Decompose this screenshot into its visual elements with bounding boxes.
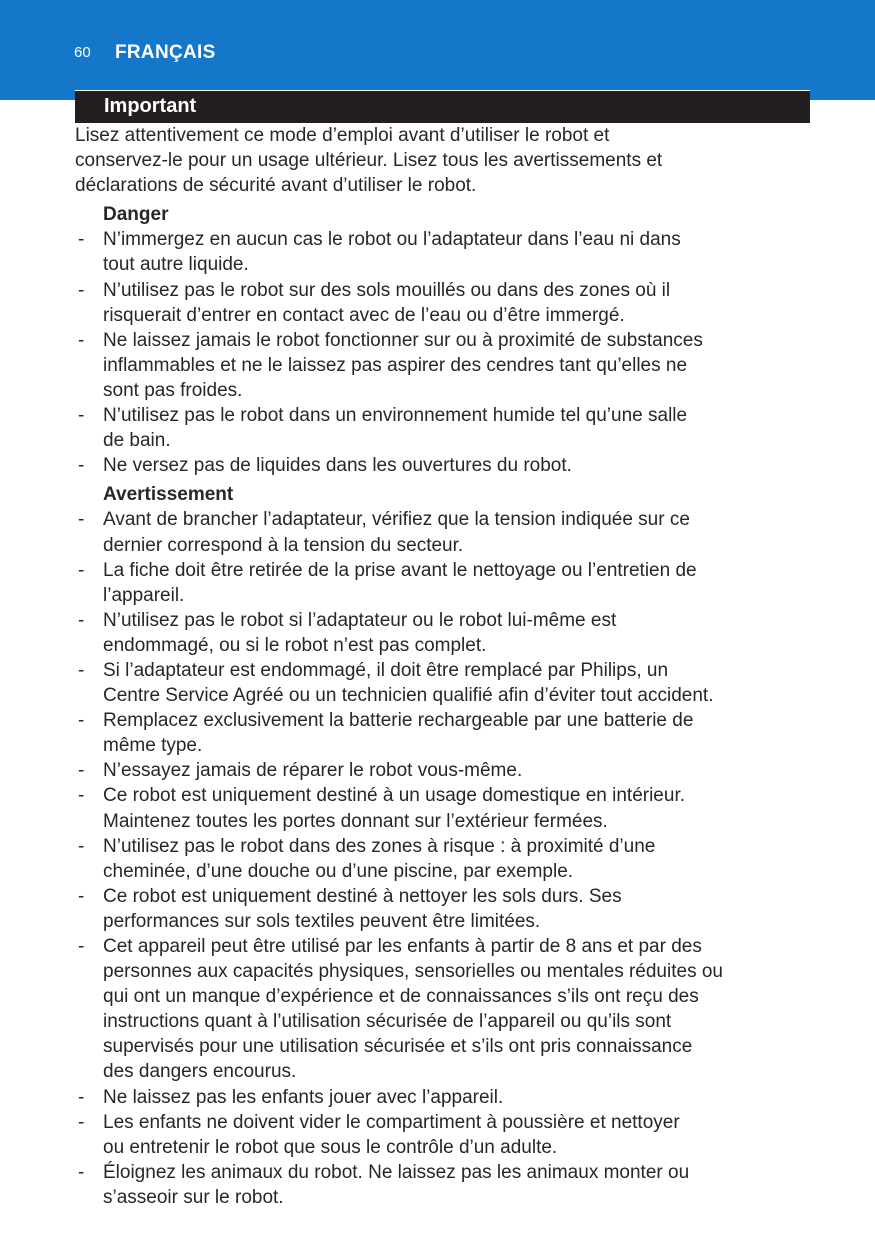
list-item (75, 658, 815, 708)
item-line: instructions quant à l’utilisation sécurisée de l’appareil ou qu’ils sont (103, 1011, 672, 1033)
item-line: N’utilisez pas le robot dans des zones à risque : à proximité d’une (103, 835, 656, 857)
item-line: N’utilisez pas le robot sur des sols mouillés ou dans des zones où il (103, 279, 671, 301)
item-line: cheminée, d’une douche ou d’une piscine, par exemple. (103, 860, 574, 882)
bullet-dash: - (78, 1086, 85, 1108)
item-line: Ce robot est uniquement destiné à un usage domestique en intérieur. (103, 785, 685, 807)
list-item (75, 507, 815, 557)
item-line: Les enfants ne doivent vider le compartiment à poussière et nettoyer (103, 1111, 680, 1133)
list-item (75, 758, 815, 783)
list-item (75, 1085, 815, 1110)
item-line: sont pas froides. (103, 379, 243, 401)
safety-section (75, 482, 815, 1210)
list-item (75, 708, 815, 758)
item-line: inflammables et ne le laissez pas aspirer des cendres tant qu’elles ne (103, 354, 688, 376)
bullet-dash: - (78, 279, 85, 301)
bullet-dash: - (78, 405, 85, 427)
intro-line: Lisez attentivement ce mode d’emploi avant d’utiliser le robot et (75, 125, 610, 146)
section-heading: Danger (103, 204, 169, 226)
list-item (75, 328, 815, 403)
item-line: Si l’adaptateur est endommagé, il doit être remplacé par Philips, un (103, 659, 669, 681)
item-line: Centre Service Agréé ou un technicien qualifié afin d’éviter tout accident. (103, 685, 714, 707)
bullet-dash: - (78, 1111, 85, 1133)
bullet-dash: - (78, 609, 85, 631)
item-line: La fiche doit être retirée de la prise avant le nettoyage ou l’entretien de (103, 559, 697, 581)
item-line: risquerait d’entrer en contact avec de l’eau ou d’être immergé. (103, 304, 625, 326)
item-line: Maintenez toutes les portes donnant sur l’extérieur fermées. (103, 810, 608, 832)
item-line: N’utilisez pas le robot si l’adaptateur ou le robot lui-même est (103, 609, 617, 631)
item-line: dernier correspond à la tension du secteur. (103, 534, 464, 556)
bullet-dash: - (78, 509, 85, 531)
item-line: des dangers encourus. (103, 1061, 297, 1083)
item-line: l’appareil. (103, 584, 185, 606)
list-item (75, 608, 815, 658)
list-item (75, 884, 815, 934)
item-line: Avant de brancher l’adaptateur, vérifiez que la tension indiquée sur ce (103, 509, 690, 531)
item-line: Cet appareil peut être utilisé par les enfants à partir de 8 ans et par des (103, 936, 702, 957)
list-item (75, 453, 815, 478)
item-line: Éloignez les animaux du robot. Ne laissez pas les animaux monter ou (103, 1161, 690, 1183)
item-line: supervisés pour une utilisation sécurisée et s’ils ont pris connaissance (103, 1036, 693, 1058)
bullet-dash: - (78, 329, 85, 351)
bullet-dash: - (78, 229, 85, 251)
bullet-dash: - (78, 936, 85, 957)
item-line: s’asseoir sur le robot. (103, 1186, 284, 1208)
bullet-dash: - (78, 1161, 85, 1183)
section-heading: Avertissement (103, 484, 234, 506)
list-item (75, 934, 815, 1085)
header-band (0, 0, 875, 100)
list-item (75, 403, 815, 453)
item-line: endommagé, ou si le robot n’est pas complet. (103, 634, 487, 656)
list-item (75, 783, 815, 833)
item-line: Ce robot est uniquement destiné à nettoyer les sols durs. Ses (103, 885, 622, 907)
bullet-dash: - (78, 885, 85, 907)
item-line: N’essayez jamais de réparer le robot vous-même. (103, 760, 523, 782)
document-body (75, 123, 815, 1210)
item-line: de bain. (103, 430, 171, 452)
intro-paragraph (75, 123, 815, 198)
section-title: Important (104, 95, 197, 117)
bullet-dash: - (78, 760, 85, 782)
item-line: qui ont un manque d’expérience et de connaissances s’ils ont reçu des (103, 986, 699, 1008)
item-line: N’immergez en aucun cas le robot ou l’adaptateur dans l’eau ni dans (103, 229, 681, 251)
list-item (75, 558, 815, 608)
list-item (75, 278, 815, 328)
list-item (75, 1160, 815, 1210)
intro-line: déclarations de sécurité avant d’utiliser le robot. (75, 175, 477, 197)
safety-section (75, 202, 815, 478)
bullet-dash: - (78, 455, 85, 477)
item-line: ou entretenir le robot que sous le contrôle d’un adulte. (103, 1136, 558, 1158)
intro-line: conservez-le pour un usage ultérieur. Lisez tous les avertissements et (75, 150, 663, 172)
bullet-dash: - (78, 710, 85, 732)
bullet-dash: - (78, 785, 85, 807)
item-line: Ne versez pas de liquides dans les ouvertures du robot. (103, 455, 572, 477)
list-item (75, 227, 815, 277)
list-item (75, 834, 815, 884)
item-line: Ne laissez jamais le robot fonctionner sur ou à proximité de substances (103, 329, 703, 351)
list-item (75, 1110, 815, 1160)
item-line: N’utilisez pas le robot dans un environnement humide tel qu’une salle (103, 405, 688, 427)
item-line: personnes aux capacités physiques, sensorielles ou mentales réduites ou (103, 961, 723, 983)
bullet-dash: - (78, 559, 85, 581)
bullet-dash: - (78, 835, 85, 857)
section-title-bar (75, 90, 810, 123)
item-line: tout autre liquide. (103, 254, 249, 276)
item-line: même type. (103, 735, 203, 757)
item-line: performances sur sols textiles peuvent être limitées. (103, 910, 541, 932)
item-line: Remplacez exclusivement la batterie rechargeable par une batterie de (103, 710, 694, 732)
language-label: FRANÇAIS (115, 42, 216, 63)
page-number: 60 (74, 44, 91, 61)
bullet-dash: - (78, 659, 85, 681)
item-line: Ne laissez pas les enfants jouer avec l’appareil. (103, 1086, 504, 1108)
